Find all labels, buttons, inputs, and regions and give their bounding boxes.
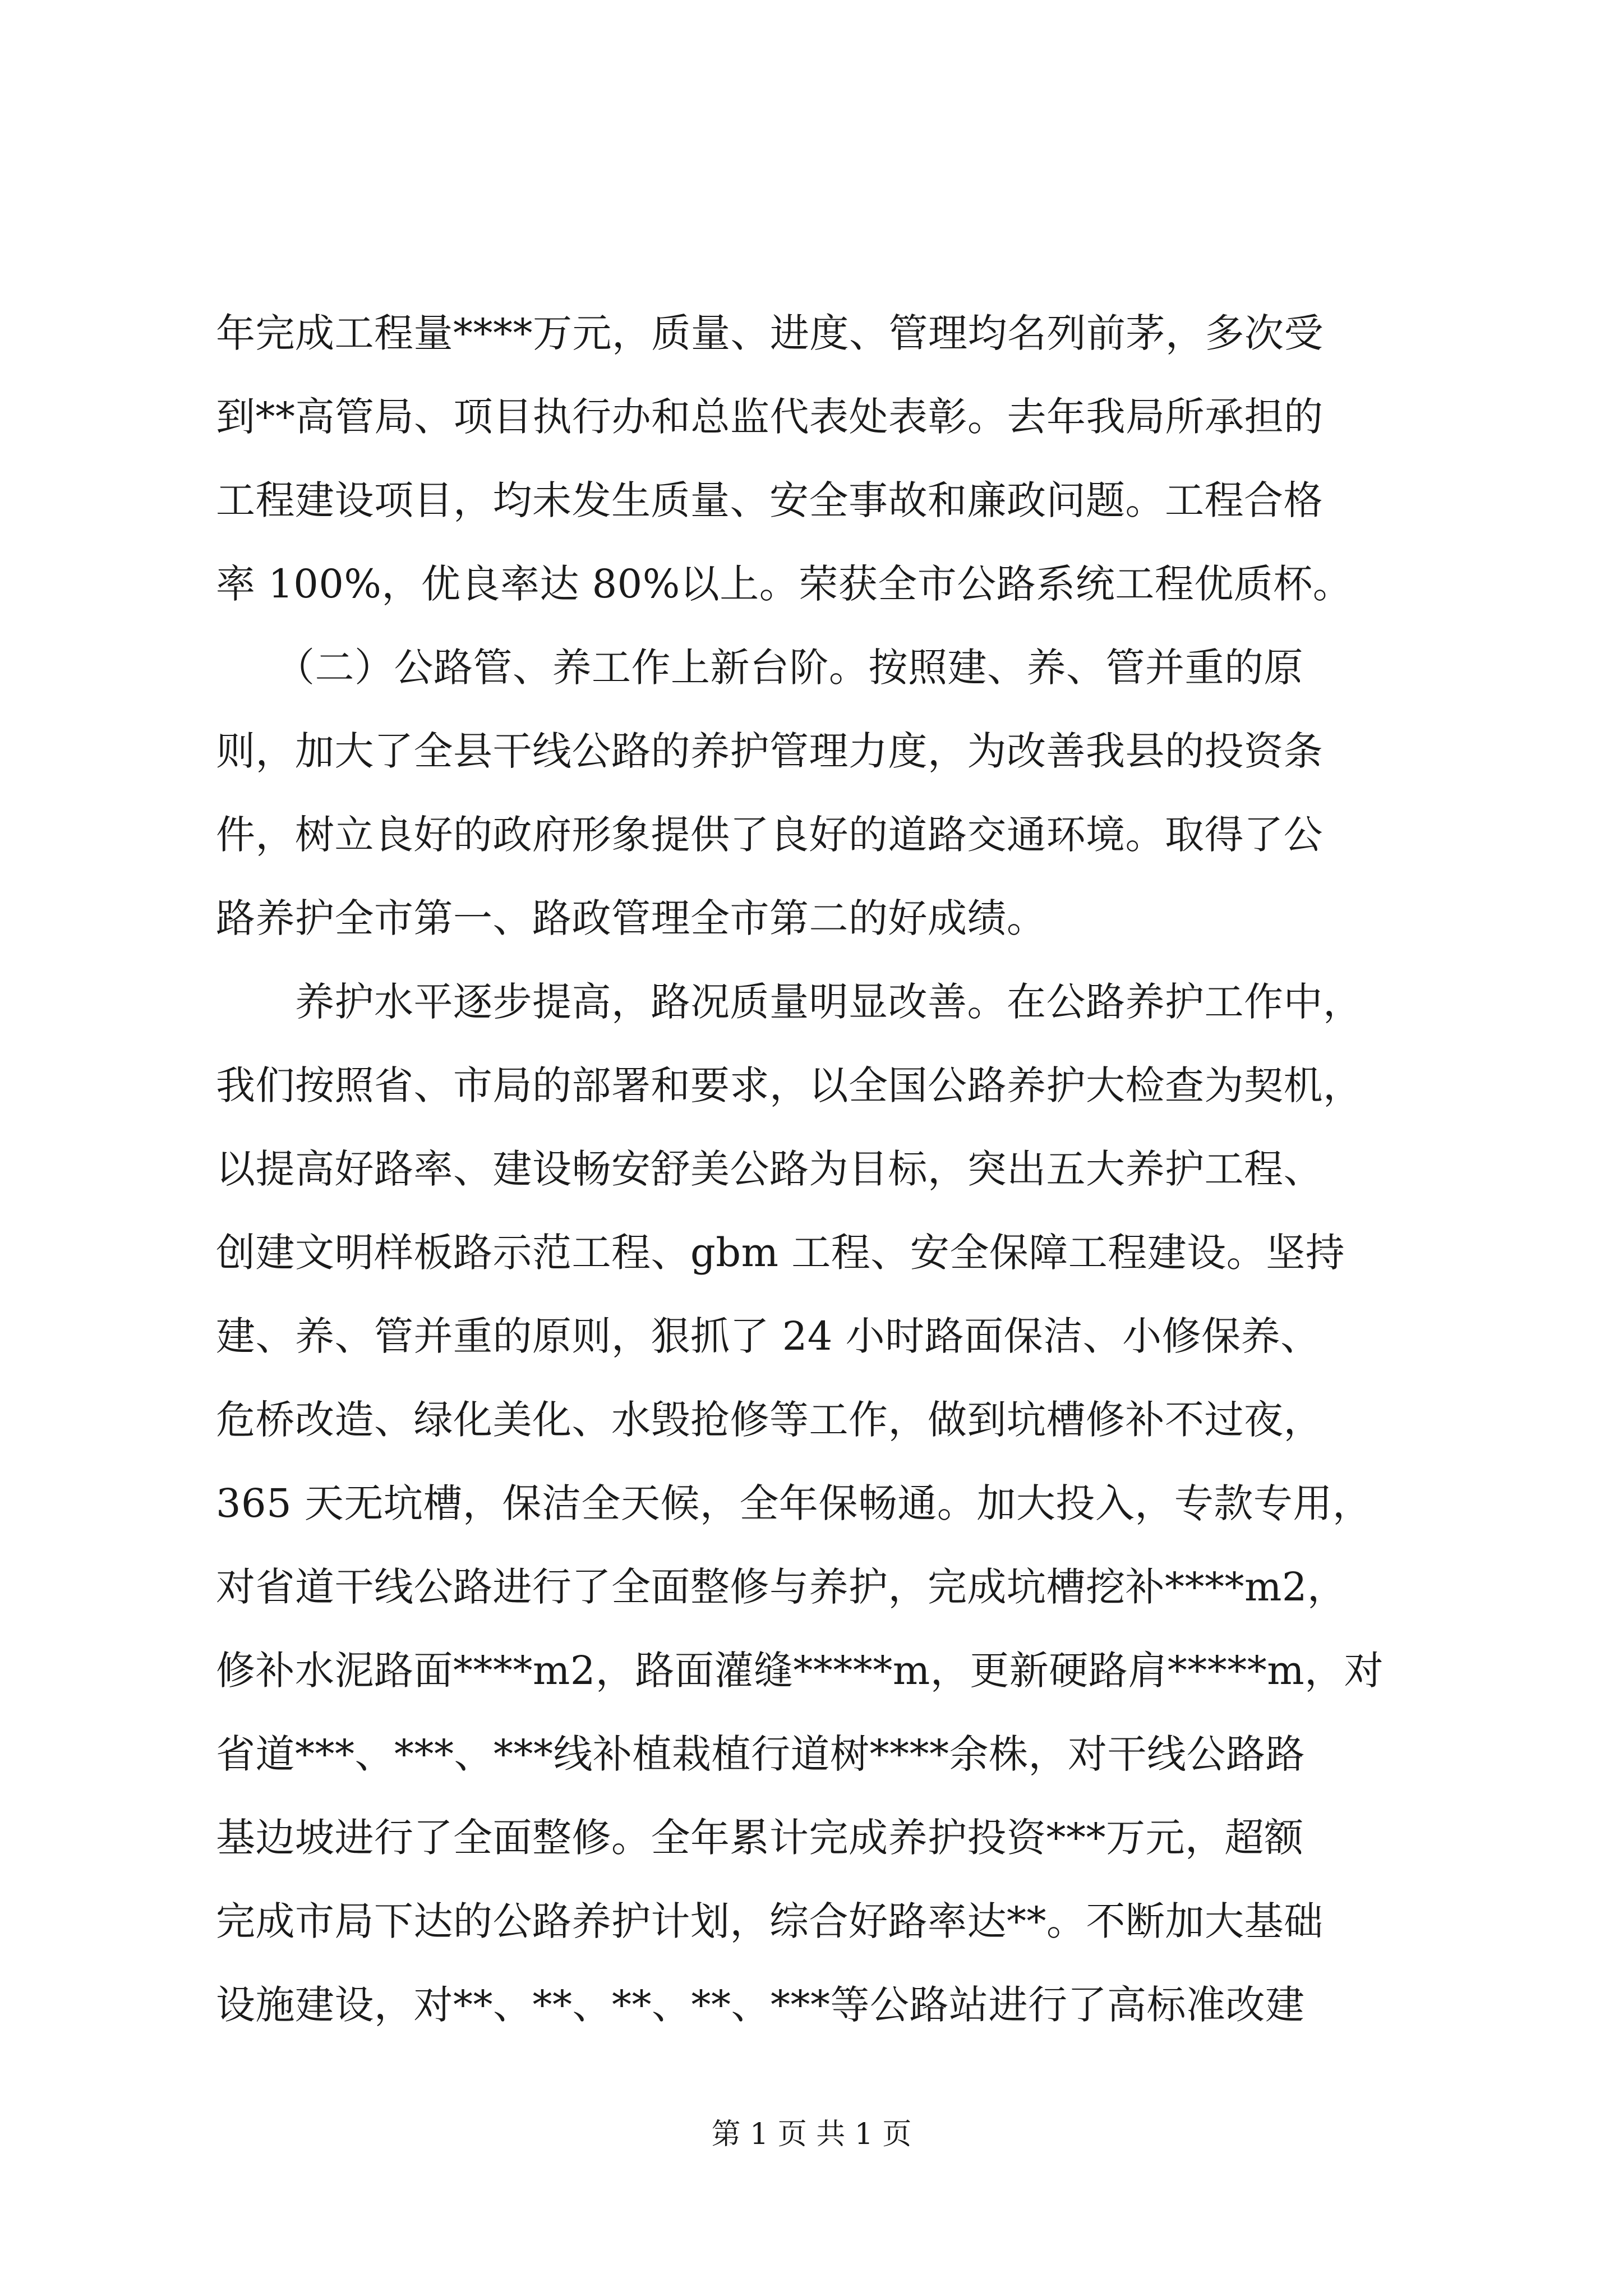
text-line: 对省道干线公路进行了全面整修与养护，完成坑槽挖补****m2， (216, 1564, 1347, 1610)
text-line: 建、养、管并重的原则，狠抓了 24 小时路面保洁、小修保养、 (216, 1313, 1320, 1359)
text-line: 修补水泥路面****m2，路面灌缝*****m，更新硬路肩*****m，对 (216, 1648, 1384, 1694)
text-line: 我们按照省、市局的部署和要求，以全国公路养护大检查为契机， (216, 1062, 1363, 1108)
text-line: 到**高管局、项目执行办和总监代表处表彰。去年我局所承担的 (216, 394, 1324, 440)
text-line: 创建文明样板路示范工程、gbm 工程、安全保障工程建设。坚持 (216, 1230, 1345, 1276)
text-line: 则，加大了全县干线公路的养护管理力度，为改善我县的投资条 (216, 728, 1323, 774)
text-line: 危桥改造、绿化美化、水毁抢修等工作，做到坑槽修补不过夜， (216, 1397, 1323, 1443)
text-line: 省道***、***、***线补植栽植行道树****余株，对干线公路路 (216, 1731, 1305, 1777)
text-line: 设施建设，对**、**、**、**、***等公路站进行了高标准改建 (216, 1982, 1305, 2028)
text-line: 以提高好路率、建设畅安舒美公路为目标，突出五大养护工程、 (216, 1146, 1323, 1192)
text-line: 率 100%，优良率达 80%以上。荣获全市公路系统工程优质杯。 (216, 561, 1353, 607)
body-text (216, 292, 1427, 2047)
text-line: 365 天无坑槽，保洁全天候，全年保畅通。加大投入，专款专用， (216, 1480, 1372, 1526)
text-line: 基边坡进行了全面整修。全年累计完成养护投资***万元，超额 (216, 1815, 1304, 1861)
text-line: 路养护全市第一、路政管理全市第二的好成绩。 (216, 895, 1046, 941)
text-line: （二）公路管、养工作上新台阶。按照建、养、管并重的原 (216, 645, 1303, 691)
text-line: 完成市局下达的公路养护计划，综合好路率达**。不断加大基础 (216, 1898, 1324, 1944)
text-line: 件，树立良好的政府形象提供了良好的道路交通环境。取得了公 (216, 812, 1323, 858)
text-line: 年完成工程量****万元，质量、进度、管理均名列前茅，多次受 (216, 310, 1324, 356)
text-line: 工程建设项目，均未发生质量、安全事故和廉政问题。工程合格 (216, 477, 1323, 523)
text-line: 养护水平逐步提高，路况质量明显改善。在公路养护工作中， (216, 979, 1363, 1025)
page-footer: 第 1 页 共 1 页 (711, 2118, 912, 2151)
